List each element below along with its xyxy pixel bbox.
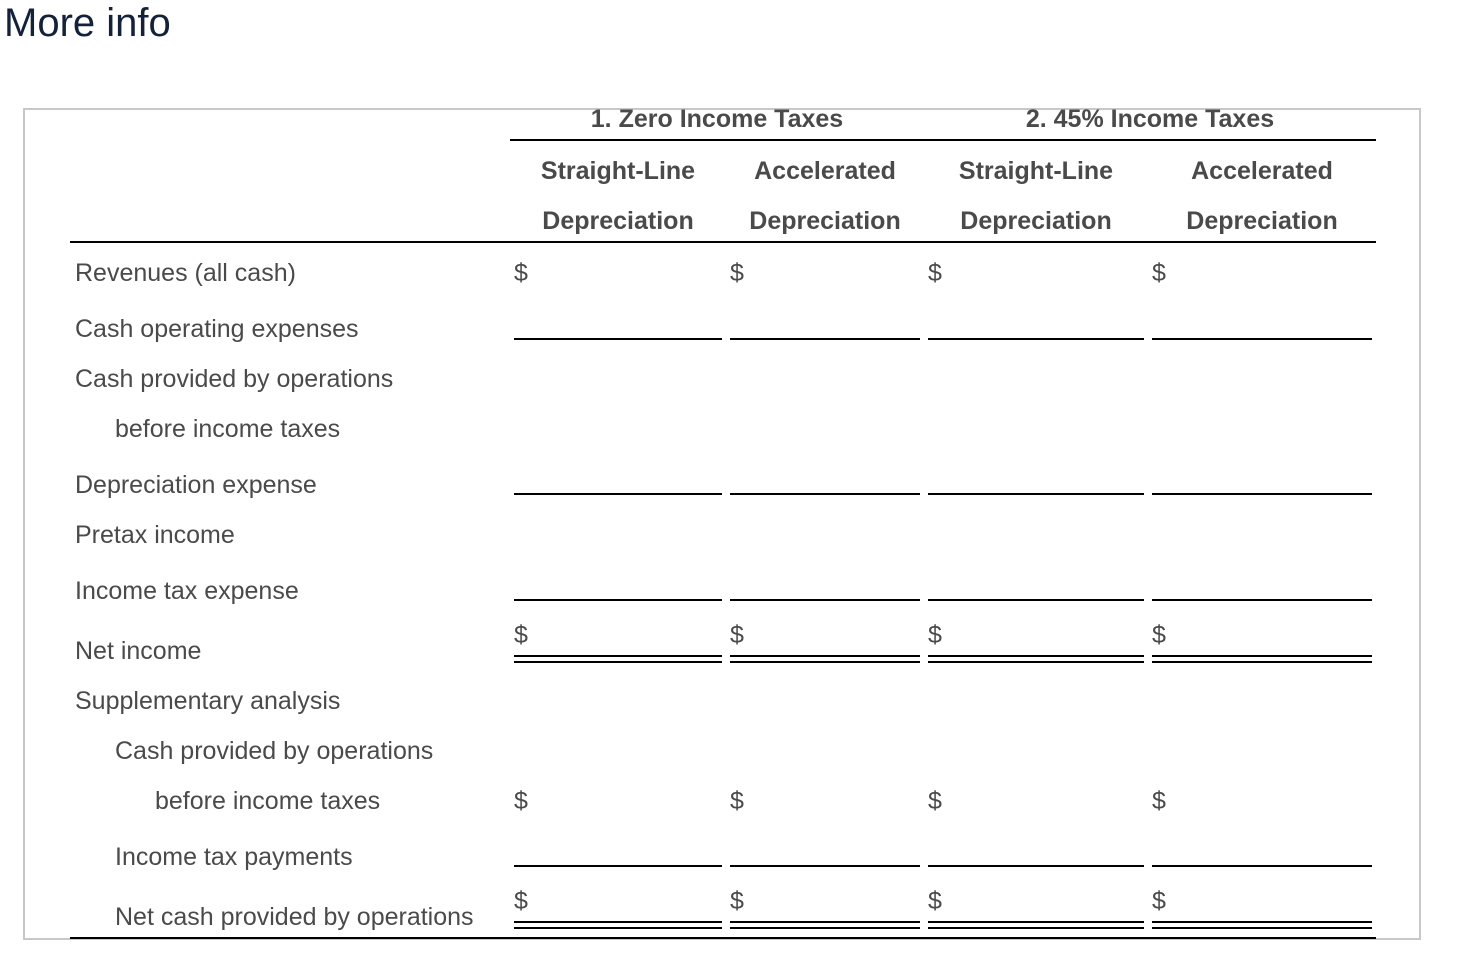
- col-header-4-line1: Accelerated: [1191, 157, 1333, 185]
- subtotal-rule: [730, 599, 920, 601]
- total-rule: [514, 661, 722, 663]
- subtotal-rule: [1152, 599, 1372, 601]
- col-header-1-line2: Depreciation: [542, 207, 694, 235]
- row-label-tax-payments: Income tax payments: [115, 843, 353, 871]
- total-rule: [1152, 661, 1372, 663]
- total-rule: [928, 927, 1144, 929]
- subtotal-rule: [1152, 493, 1372, 495]
- total-rule: [1152, 921, 1372, 923]
- row-label-supp-cash: Cash provided by operations: [115, 737, 434, 765]
- col-header-2-line2: Depreciation: [749, 207, 901, 235]
- col-header-2-line1: Accelerated: [754, 157, 896, 185]
- total-rule: [730, 921, 920, 923]
- total-rule: [730, 661, 920, 663]
- dollar-sign: $: [514, 259, 528, 287]
- page-title: More info: [4, 1, 171, 45]
- total-rule: [730, 655, 920, 657]
- row-label-cash-ops: Cash provided by operations: [75, 365, 394, 393]
- total-rule: [928, 655, 1144, 657]
- dollar-sign: $: [1152, 787, 1166, 815]
- row-label-supp-cash-cont: before income taxes: [155, 787, 381, 815]
- dollar-sign: $: [514, 621, 528, 649]
- col-header-4-line2: Depreciation: [1186, 207, 1338, 235]
- group-header-zero-tax: 1. Zero Income Taxes: [590, 105, 844, 133]
- table-bottom-rule: [70, 937, 1376, 939]
- dollar-sign: $: [730, 621, 744, 649]
- row-label-revenues: Revenues (all cash): [75, 259, 296, 287]
- subtotal-rule: [730, 493, 920, 495]
- total-rule: [514, 655, 722, 657]
- dollar-sign: $: [928, 787, 942, 815]
- total-rule: [928, 661, 1144, 663]
- subtotal-rule: [730, 865, 920, 867]
- row-label-net-cash: Net cash provided by operations: [115, 903, 474, 931]
- dollar-sign: $: [928, 259, 942, 287]
- subtotal-rule: [514, 338, 722, 340]
- row-label-tax-expense: Income tax expense: [75, 577, 299, 605]
- row-label-cash-ops-cont: before income taxes: [115, 415, 341, 443]
- row-label-depreciation: Depreciation expense: [75, 471, 317, 499]
- subtotal-rule: [928, 865, 1144, 867]
- total-rule: [928, 921, 1144, 923]
- dollar-sign: $: [928, 887, 942, 915]
- col-header-3-line1: Straight-Line: [958, 157, 1114, 185]
- subtotal-rule: [514, 865, 722, 867]
- subtotal-rule: [514, 493, 722, 495]
- dollar-sign: $: [730, 787, 744, 815]
- dollar-sign: $: [514, 787, 528, 815]
- subtotal-rule: [1152, 865, 1372, 867]
- dollar-sign: $: [1152, 887, 1166, 915]
- row-label-pretax: Pretax income: [75, 521, 235, 549]
- subtotal-rule: [928, 493, 1144, 495]
- subtotal-rule: [1152, 338, 1372, 340]
- total-rule: [514, 921, 722, 923]
- row-label-net-income: Net income: [75, 637, 202, 665]
- header-rule: [70, 241, 1376, 243]
- group-header-45-tax: 2. 45% Income Taxes: [1025, 105, 1275, 133]
- group-header-rule: [510, 139, 1376, 141]
- dollar-sign: $: [730, 887, 744, 915]
- col-header-1-line1: Straight-Line: [540, 157, 696, 185]
- total-rule: [730, 927, 920, 929]
- row-label-cash-opex: Cash operating expenses: [75, 315, 359, 343]
- subtotal-rule: [928, 338, 1144, 340]
- dollar-sign: $: [514, 887, 528, 915]
- dollar-sign: $: [730, 259, 744, 287]
- subtotal-rule: [928, 599, 1144, 601]
- total-rule: [1152, 927, 1372, 929]
- col-header-3-line2: Depreciation: [960, 207, 1112, 235]
- subtotal-rule: [514, 599, 722, 601]
- row-label-supplementary: Supplementary analysis: [75, 687, 341, 715]
- dollar-sign: $: [1152, 259, 1166, 287]
- total-rule: [514, 927, 722, 929]
- dollar-sign: $: [928, 621, 942, 649]
- total-rule: [1152, 655, 1372, 657]
- dollar-sign: $: [1152, 621, 1166, 649]
- subtotal-rule: [730, 338, 920, 340]
